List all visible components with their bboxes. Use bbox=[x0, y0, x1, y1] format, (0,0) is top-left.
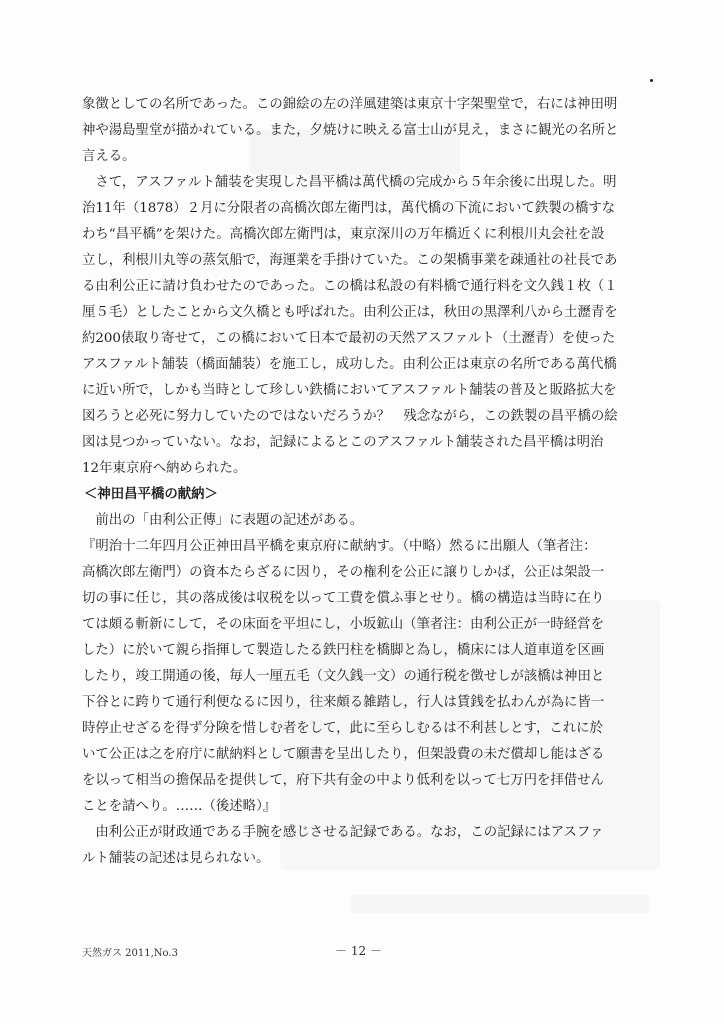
quote-line: ては頗る斬新にして，その床面を平坦にし，小坂鉱山（筆者注：由利公正が一時経営を bbox=[82, 617, 604, 632]
quote-line: ことを請へり。……（後述略）』 bbox=[82, 799, 277, 814]
body-line: 図は見つかっていない。なお，記録によるとこのアスファルト舗装された昌平橋は明治 bbox=[82, 435, 604, 450]
body-line: 立し，利根川丸等の蒸気船で，海運業を手掛けていた。この架橋事業を疎通社の社長であ bbox=[82, 253, 618, 268]
body-line: さて，アスファルト舗装を実現した昌平橋は萬代橋の完成から５年余後に出現した。明 bbox=[82, 175, 617, 190]
quote-line: したり，竣工開通の後，毎人一厘五毛（文久銭一文）の通行税を徴せしが該橋は神田と bbox=[82, 669, 605, 684]
body-line: 約200俵取り寄せて，この橋において日本で最初の天然アスファルト（土瀝青）を使った bbox=[82, 331, 616, 346]
show-through-shading bbox=[350, 895, 650, 913]
body-line: 言える。 bbox=[82, 149, 136, 164]
quote-line: した）に於いて親ら指揮して製造したる鉄円柱を橋脚と為し，橋床には人道車道を区画 bbox=[82, 643, 605, 658]
quote-line: 切の事に任じ，其の落成後は収税を以って工費を償ふ事とせり。橋の構造は当時に在り bbox=[82, 591, 605, 606]
section-heading: ＜神田昌平橋の献納＞ bbox=[84, 487, 218, 502]
quote-line: 時停止せざるを得ず分険を惜しむ者をして，此に至らしむるは不利甚しとす，これに於 bbox=[82, 721, 603, 736]
quote-line: 高橋次郎左衛門）の資本たらざるに因り，その権利を公正に譲りしかば，公正は架設一 bbox=[82, 565, 605, 580]
article-body bbox=[82, 92, 664, 872]
closing-line: 由利公正が財政通である手腕を感じさせる記録である。なお，この記録にはアスファ bbox=[82, 825, 604, 840]
body-line: に近い所で，しかも当時として珍しい鉄橋においてアスファルト舗装の普及と販路拡大を bbox=[82, 383, 617, 398]
body-line: 神や湯島聖堂が描かれている。また，夕焼けに映える富士山が見え，まさに観光の名所と bbox=[82, 123, 619, 138]
scan-speck bbox=[650, 79, 653, 82]
body-line: 12年東京府へ納められた。 bbox=[82, 461, 247, 476]
quote-line: いて公正は之を府庁に献納料として願書を呈出したり，但架設費の未だ償却し能はざる bbox=[82, 747, 605, 762]
closing-line: ルト舗装の記述は見られない。 bbox=[82, 851, 270, 866]
body-line: アスファルト舗装（橋面舗装）を施工し，成功した。由利公正は東京の名所である萬代橋 bbox=[82, 357, 617, 372]
body-line: 図ろうと必死に努力していたのではないだろうか？ 残念ながら，この鉄製の昌平橋の絵 bbox=[82, 409, 618, 424]
journal-footer: 天然ガス 2011,No.3 bbox=[82, 948, 178, 959]
body-line: 厘５毛）としたことから文久橋とも呼ばれた。由利公正は，秋田の黒澤利八から土瀝青を bbox=[82, 305, 618, 320]
quote-line: 『明治十二年四月公正神田昌平橋を東京府に献納す。（中略）然るに出願人（筆者注： bbox=[82, 539, 597, 554]
page-number: － 12 － bbox=[335, 944, 382, 958]
body-line: る由利公正に請け負わせたのであった。この橋は私設の有料橋で通行料を文久銭１枚（１ bbox=[82, 279, 618, 294]
quote-line: 下谷とに跨りて通行利便なるに因り，往来頗る雑踏し，行人は賃銭を払わんが為に皆一 bbox=[82, 695, 605, 710]
quote-line: 前出の「由利公正傳」に表題の記述がある。 bbox=[82, 513, 364, 528]
quote-line: を以って相当の擔保品を提供して，府下共有金の中より低利を以って七万円を拝借せん bbox=[82, 773, 604, 788]
body-line: わち“昌平橋”を架けた。高橋次郎左衛門は，東京深川の万年橋近くに利根川丸会社を設 bbox=[82, 227, 605, 242]
body-line: 象徴としての名所であった。この錦絵の左の洋風建築は東京十字架聖堂で，右には神田明 bbox=[82, 97, 618, 112]
body-line: 治11年（1878）２月に分限者の高橋次郎左衛門は，萬代橋の下流において鉄製の橋すな bbox=[82, 201, 616, 216]
